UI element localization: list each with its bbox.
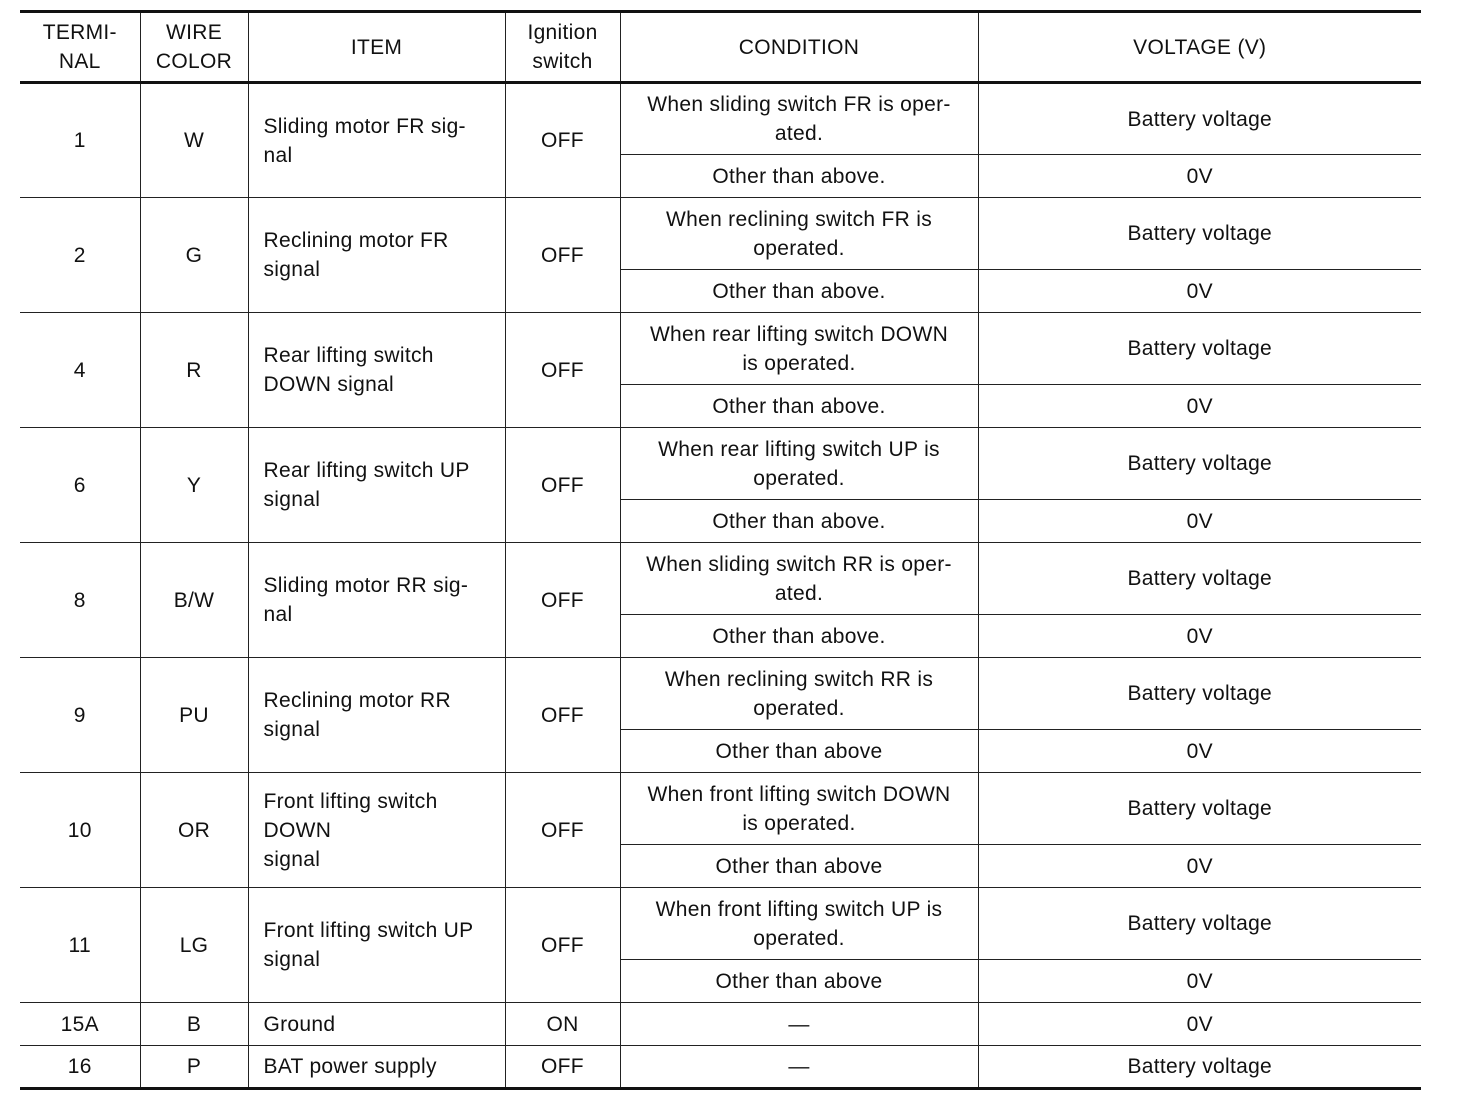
terminal-cell: 9	[20, 658, 140, 773]
wire-color-cell: PU	[140, 658, 248, 773]
voltage-cell: Battery voltage	[978, 888, 1421, 960]
terminal-voltage-table	[20, 10, 1421, 1090]
header-wire-color: WIRE COLOR	[140, 12, 248, 83]
header-terminal: TERMI- NAL	[20, 12, 140, 83]
condition-cell: Other than above.	[620, 385, 978, 428]
wire-color-cell: OR	[140, 773, 248, 888]
voltage-cell: 0V	[978, 730, 1421, 773]
condition-cell: Other than above.	[620, 615, 978, 658]
table-row	[20, 773, 1421, 845]
voltage-cell: 0V	[978, 1003, 1421, 1046]
header-ignition-switch: Ignition switch	[505, 12, 620, 83]
item-cell: Rear lifting switch DOWN signal	[248, 313, 505, 428]
terminal-cell: 8	[20, 543, 140, 658]
table-row	[20, 888, 1421, 960]
ignition-cell: OFF	[505, 888, 620, 1003]
wire-color-cell: W	[140, 83, 248, 198]
table-body	[20, 83, 1421, 1089]
wire-color-cell: P	[140, 1046, 248, 1089]
table-row	[20, 1046, 1421, 1089]
condition-cell: Other than above	[620, 960, 978, 1003]
voltage-cell: Battery voltage	[978, 773, 1421, 845]
condition-cell: —	[620, 1003, 978, 1046]
wire-color-cell: R	[140, 313, 248, 428]
voltage-cell: Battery voltage	[978, 543, 1421, 615]
voltage-cell: 0V	[978, 155, 1421, 198]
wire-color-cell: B/W	[140, 543, 248, 658]
terminal-cell: 1	[20, 83, 140, 198]
header-condition: CONDITION	[620, 12, 978, 83]
voltage-cell: Battery voltage	[978, 1046, 1421, 1089]
voltage-cell: 0V	[978, 270, 1421, 313]
header-voltage: VOLTAGE (V)	[978, 12, 1421, 83]
item-cell: BAT power supply	[248, 1046, 505, 1089]
terminal-cell: 11	[20, 888, 140, 1003]
ignition-cell: OFF	[505, 1046, 620, 1089]
item-cell: Reclining motor FR signal	[248, 198, 505, 313]
wire-color-cell: LG	[140, 888, 248, 1003]
condition-cell: Other than above.	[620, 155, 978, 198]
voltage-cell: Battery voltage	[978, 428, 1421, 500]
wire-color-cell: B	[140, 1003, 248, 1046]
terminal-cell: 15A	[20, 1003, 140, 1046]
ignition-cell: OFF	[505, 313, 620, 428]
header-item: ITEM	[248, 12, 505, 83]
condition-cell: Other than above	[620, 730, 978, 773]
condition-cell: When sliding switch RR is oper- ated.	[620, 543, 978, 615]
ignition-cell: OFF	[505, 83, 620, 198]
voltage-cell: Battery voltage	[978, 83, 1421, 155]
wire-color-cell: G	[140, 198, 248, 313]
condition-cell: Other than above	[620, 845, 978, 888]
ignition-cell: OFF	[505, 428, 620, 543]
condition-cell: —	[620, 1046, 978, 1089]
wire-color-cell: Y	[140, 428, 248, 543]
ignition-cell: OFF	[505, 658, 620, 773]
voltage-cell: 0V	[978, 615, 1421, 658]
item-cell: Sliding motor FR sig- nal	[248, 83, 505, 198]
condition-cell: Other than above.	[620, 500, 978, 543]
condition-cell: When reclining switch FR is operated.	[620, 198, 978, 270]
ignition-cell: OFF	[505, 198, 620, 313]
table-row	[20, 83, 1421, 155]
terminal-cell: 4	[20, 313, 140, 428]
table-row	[20, 658, 1421, 730]
voltage-cell: 0V	[978, 960, 1421, 1003]
voltage-cell: Battery voltage	[978, 313, 1421, 385]
condition-cell: When reclining switch RR is operated.	[620, 658, 978, 730]
item-cell: Rear lifting switch UP signal	[248, 428, 505, 543]
table-row	[20, 313, 1421, 385]
item-cell: Reclining motor RR signal	[248, 658, 505, 773]
condition-cell: When front lifting switch DOWN is operated.	[620, 773, 978, 845]
table-row	[20, 1003, 1421, 1046]
voltage-cell: Battery voltage	[978, 198, 1421, 270]
ignition-cell: OFF	[505, 543, 620, 658]
voltage-cell: 0V	[978, 500, 1421, 543]
terminal-cell: 2	[20, 198, 140, 313]
header-row	[20, 12, 1421, 83]
condition-cell: Other than above.	[620, 270, 978, 313]
table-row	[20, 543, 1421, 615]
item-cell: Ground	[248, 1003, 505, 1046]
ignition-cell: OFF	[505, 773, 620, 888]
table-row	[20, 198, 1421, 270]
terminal-table-container	[20, 10, 1421, 1090]
condition-cell: When rear lifting switch DOWN is operated.	[620, 313, 978, 385]
ignition-cell: ON	[505, 1003, 620, 1046]
table-row	[20, 428, 1421, 500]
voltage-cell: Battery voltage	[978, 658, 1421, 730]
terminal-cell: 10	[20, 773, 140, 888]
voltage-cell: 0V	[978, 845, 1421, 888]
condition-cell: When front lifting switch UP is operated.	[620, 888, 978, 960]
condition-cell: When rear lifting switch UP is operated.	[620, 428, 978, 500]
item-cell: Front lifting switch UP signal	[248, 888, 505, 1003]
voltage-cell: 0V	[978, 385, 1421, 428]
condition-cell: When sliding switch FR is oper- ated.	[620, 83, 978, 155]
item-cell: Sliding motor RR sig- nal	[248, 543, 505, 658]
terminal-cell: 16	[20, 1046, 140, 1089]
item-cell: Front lifting switch DOWN signal	[248, 773, 505, 888]
terminal-cell: 6	[20, 428, 140, 543]
